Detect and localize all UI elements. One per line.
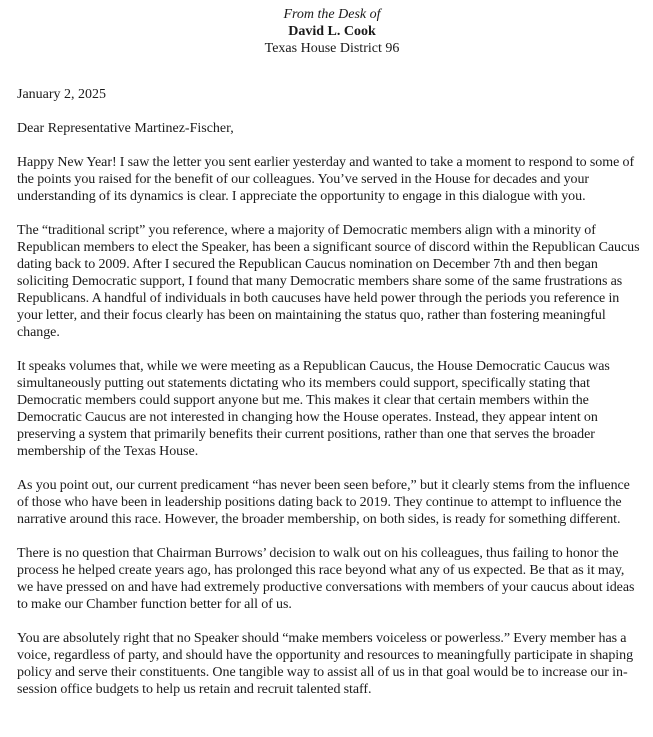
letterhead-name: David L. Cook	[288, 24, 376, 39]
paragraph-traditional-script: The “traditional script” you reference, where a majority of Democratic members align with a minority of Republican members to elect the Speaker, has been a significant source of discord within the Republican Caucus dating back to 2009. After I secured the Republican Caucus nomination on December 7th and then began soliciting Democratic support, I found that many Democratic members share some of the same frustrations as Republicans. A handful of individuals in both caucuses have held power through the periods you reference in your letter, and their focus clearly has been on maintaining the status quo, rather than fostering meaningful change.	[17, 223, 640, 340]
letterhead	[21, 6, 643, 57]
paragraph-greeting: Happy New Year! I saw the letter you sent earlier yesterday and wanted to take a moment to respond to some of the points you raised for the benefit of our colleagues. You’ve served in the House for decades and your understanding of its dynamics is clear. I appreciate the opportunity to engage in this dialogue with you.	[17, 155, 635, 204]
paragraph-predicament: As you point out, our current predicament “has never been seen before,” but it clearly stems from the influence of those who have been in leadership positions dating back to 2019. They continue to attempt to influence the narrative around this race. However, the broader membership, on both sides, is ready for something different.	[17, 478, 630, 527]
paragraph-chairman-burrows: There is no question that Chairman Burrows’ decision to walk out on his colleagues, thus failing to honor the process he helped create years ago, has prolonged this race beyond what any of us expected. Be that as it may, we have pressed on and have had extremely productive conversations with members of your caucus about ideas to make our Chamber function better for all of us.	[17, 546, 635, 612]
letterhead-from-line: From the Desk of	[283, 7, 381, 22]
paragraph-voiceless: You are absolutely right that no Speaker should “make members voiceless or powerless.” Every member has a voice, regardless of party, and should have the opportunity and resources to meaningfully participate in shaping policy and serve their constituents. One tangible way to assist all of us in that goal would be to increase our in-session office budgets to help us retain and recruit talented staff.	[17, 631, 634, 697]
letter	[17, 6, 643, 698]
paragraph-democratic-caucus: It speaks volumes that, while we were meeting as a Republican Caucus, the House Democratic Caucus was simultaneously putting out statements dictating who its members could support, specifically stating that Democratic members could support anyone but me. This makes it clear that certain members within the Democratic Caucus are not interested in changing how the House operates. Instead, they appear intent on preserving a system that primarily benefits their current positions, rather than one that serves the broader membership of the Texas House.	[17, 359, 610, 459]
letter-salutation: Dear Representative Martinez-Fischer,	[17, 121, 234, 136]
letter-date: January 2, 2025	[17, 87, 107, 102]
letterhead-district: Texas House District 96	[264, 41, 400, 56]
